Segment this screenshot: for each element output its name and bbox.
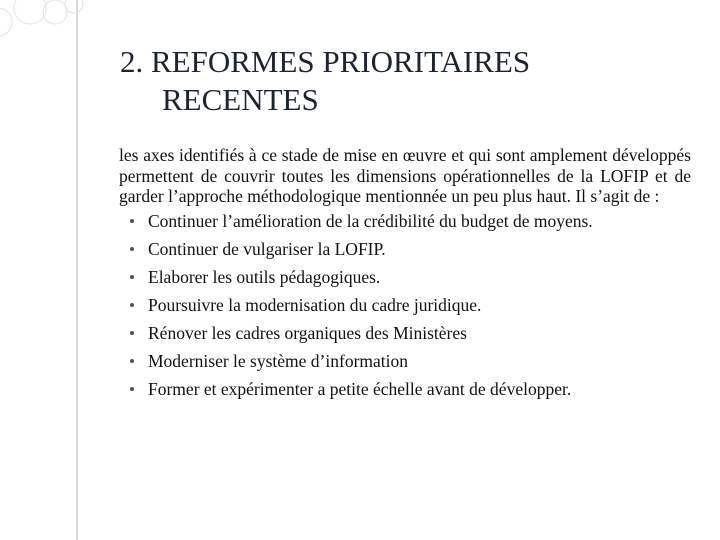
- bullet-item: [119, 294, 691, 316]
- bullet-item: [119, 238, 691, 260]
- bullet-item: [119, 266, 691, 288]
- bullet-list: [119, 210, 691, 400]
- bullet-text: Poursuivre la modernisation du cadre juridique.: [148, 294, 482, 315]
- bullet-text: Continuer l’amélioration de la crédibilité du budget de moyens.: [148, 210, 593, 231]
- slide-body: [119, 145, 691, 406]
- title-line-1: 2. REFORMES PRIORITAIRES: [120, 43, 531, 79]
- bullet-dot-icon: [130, 359, 134, 363]
- bullet-dot-icon: [130, 331, 134, 335]
- slide-title: [120, 43, 700, 119]
- bullet-item: [119, 378, 691, 400]
- bullet-item: [119, 210, 691, 232]
- bullet-dot-icon: [130, 303, 134, 307]
- decorative-circles: [0, 0, 140, 40]
- bullet-text: Rénover les cadres organiques des Ministères: [148, 322, 467, 343]
- bullet-text: Continuer de vulgariser la LOFIP.: [148, 238, 386, 259]
- bullet-item: [119, 350, 691, 372]
- bullet-dot-icon: [130, 219, 134, 223]
- bullet-text: Elaborer les outils pédagogiques.: [148, 266, 381, 287]
- bullet-dot-icon: [130, 387, 134, 391]
- bullet-text: Former et expérimenter a petite échelle avant de développer.: [148, 378, 572, 399]
- bullet-item: [119, 322, 691, 344]
- bullet-text: Moderniser le système d’information: [148, 350, 409, 371]
- bullet-dot-icon: [130, 275, 134, 279]
- intro-paragraph: les axes identifiés à ce stade de mise en œuvre et qui sont amplement développés permettent de couvrir toutes les dimensions opérationnelles de la LOFIP et de garder l’approche méthodologique mentionnée un peu plus haut. Il s’agit de :: [119, 145, 691, 206]
- title-line-2: RECENTES: [162, 81, 319, 117]
- left-vertical-rule: [76, 0, 78, 540]
- bullet-dot-icon: [130, 247, 134, 251]
